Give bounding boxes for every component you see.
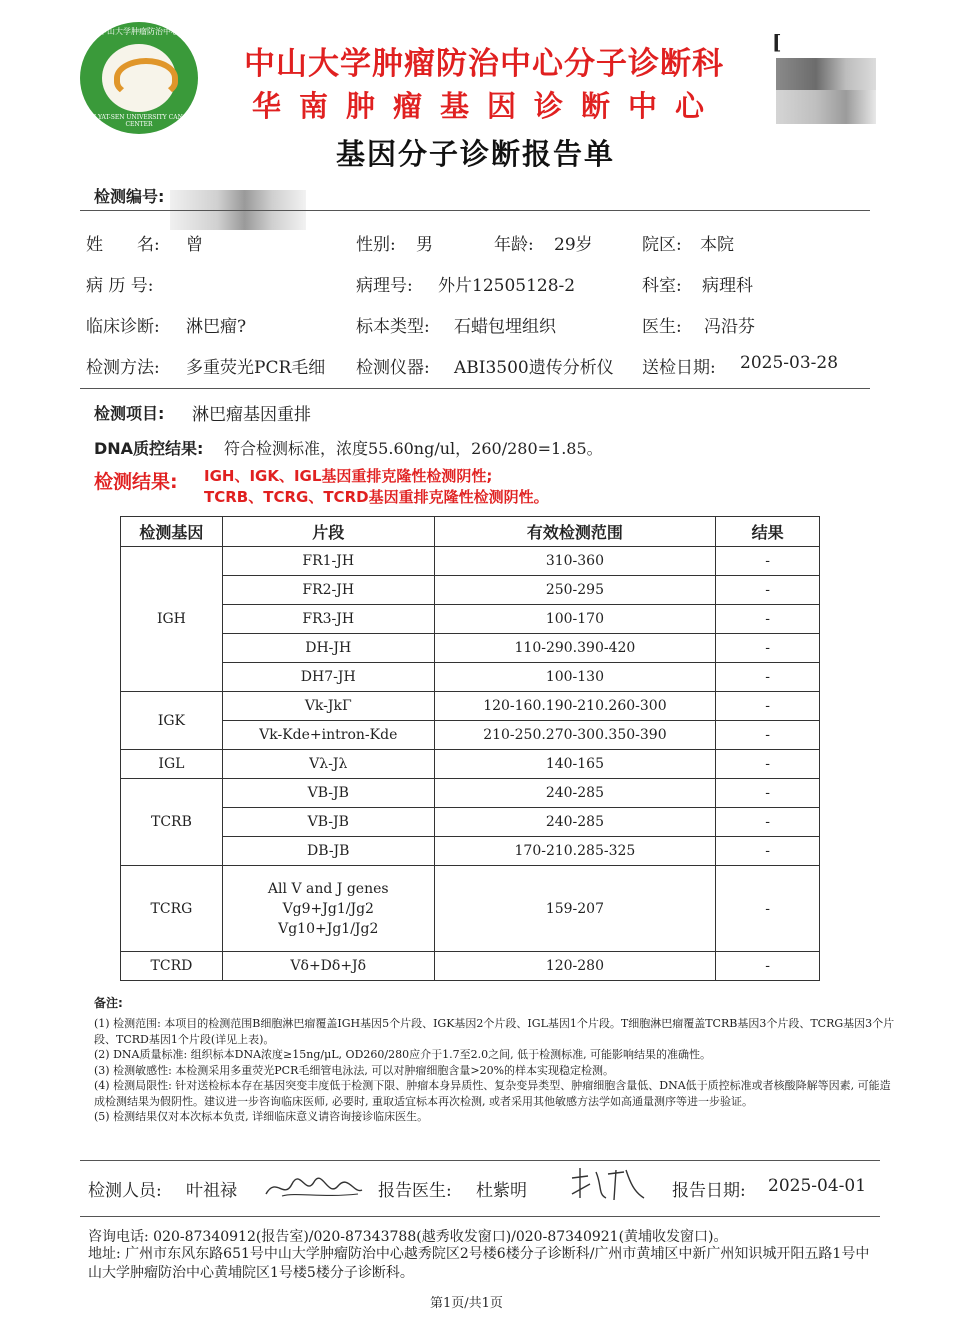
segment-cell: Vk-Kde+intron-Kde — [222, 721, 434, 750]
campus-label: 院区: — [642, 235, 682, 255]
submit-date-label: 送检日期: — [642, 358, 716, 378]
gene-cell: TCRG — [121, 866, 223, 952]
name-label: 姓 名: — [86, 235, 160, 255]
note-item: (5) 检测结果仅对本次标本负责, 详细临床意义请咨询接诊临床医生。 — [94, 1110, 429, 1123]
page-number: 第1页/共1页 — [430, 1296, 503, 1311]
range-cell: 100-170 — [434, 605, 716, 634]
table-row — [121, 750, 820, 779]
result-cell: - — [716, 663, 820, 692]
result-line-2: TCRB、TCRG、TCRD基因重排克隆性检测阴性。 — [204, 488, 549, 506]
range-cell: 170-210.285-325 — [434, 837, 716, 866]
table-row — [121, 721, 820, 750]
method-label: 检测方法: — [86, 358, 160, 378]
segment-cell: FR3-JH — [222, 605, 434, 634]
gene-cell: IGH — [121, 547, 223, 692]
result-cell: - — [716, 576, 820, 605]
corner-mark: [ — [772, 30, 782, 54]
result-cell: - — [716, 779, 820, 808]
reporter-label: 报告医生: — [378, 1181, 452, 1201]
diagnosis-value: 淋巴瘤? — [186, 317, 247, 337]
segment-cell: VB-JB — [222, 808, 434, 837]
table-row — [121, 866, 820, 952]
result-label: 检测结果: — [94, 471, 178, 493]
report-title: 基因分子诊断报告单 — [336, 137, 616, 171]
diagnosis-label: 临床诊断: — [86, 317, 160, 337]
table-row — [121, 808, 820, 837]
table-row — [121, 952, 820, 981]
gene-cell: IGK — [121, 692, 223, 750]
range-cell: 210-250.270-300.350-390 — [434, 721, 716, 750]
segment-cell-multiline — [222, 866, 434, 952]
divider-top — [80, 210, 870, 211]
gene-cell: TCRB — [121, 779, 223, 866]
dna-qc-value: 符合检测标准，浓度55.60ng/ul，260/280=1.85。 — [224, 439, 603, 458]
tester-name: 叶祖禄 — [186, 1181, 237, 1201]
header-segment: 片段 — [222, 517, 434, 547]
specimen-value: 石蜡包埋组织 — [454, 317, 556, 337]
gene-cell: IGL — [121, 750, 223, 779]
segment-cell: DB-JB — [222, 837, 434, 866]
table-row — [121, 547, 820, 576]
range-cell: 100-130 — [434, 663, 716, 692]
tester-signature — [262, 1172, 364, 1202]
note-item: (2) DNA质量标准: 组织标本DNA浓度≥15ng/μL, OD260/280应介于1.7至2.0之间, 低于检测标准, 可能影响结果的准确性。 — [94, 1048, 712, 1061]
note-item: (4) 检测局限性: 针对送检标本存在基因突变丰度低于检测下限、肿瘤本身异质性、复杂变异类型、肿瘤细胞含量低、DNA低于质控标准或者核酸降解等因素, 可能造成检测结果为假阴性。建议进一步咨询临床医师, 必要时, 重取适宜标本再次检测, 或者采用其他敏感方法学如高通量测序等进一步验证。 — [94, 1079, 891, 1108]
header-gene: 检测基因 — [121, 517, 223, 547]
divider-sign-top — [80, 1160, 880, 1161]
contact-info: 咨询电话: 020-87340912(报告室)/020-87343788(越秀收发窗口)/020-87340921(黄埔收发窗口)。 — [88, 1229, 728, 1245]
table-row — [121, 779, 820, 808]
notes-list — [94, 1016, 900, 1125]
address-info: 地址: 广州市东风东路651号中山大学肿瘤防治中心越秀院区2号楼6楼分子诊断科/广州市黄埔区中新广州知识城开阳五路1号中山大学肿瘤防治中心黄埔院区1号楼5楼分子诊断科。 — [88, 1246, 870, 1281]
range-cell: 250-295 — [434, 576, 716, 605]
segment-cell: FR2-JH — [222, 576, 434, 605]
result-line-1: IGH、IGK、IGL基因重排克隆性检测阴性; — [204, 467, 493, 485]
logo-text-top: 中山大学肿瘤防治中心 — [99, 27, 179, 36]
table-header-row — [121, 517, 820, 547]
specimen-label: 标本类型: — [356, 317, 430, 337]
notes-title: 备注: — [94, 996, 123, 1010]
result-cell: - — [716, 605, 820, 634]
method-value: 多重荧光PCR毛细 — [186, 358, 326, 378]
result-cell: - — [716, 837, 820, 866]
gene-cell: TCRD — [121, 952, 223, 981]
segment-cell: Vk-JkΓ — [222, 692, 434, 721]
divider-footer — [80, 1216, 880, 1217]
note-item: (1) 检测范围: 本项目的检测范围B细胞淋巴瘤覆盖IGH基因5个片段、IGK基因2个片段、IGL基因1个片段。T细胞淋巴瘤覆盖TCRB基因3个片段、TCRG基因3个片段、TCRD基因1个片段(详见上表)。 — [94, 1017, 895, 1046]
age-label: 年龄: — [494, 235, 534, 255]
table-row — [121, 837, 820, 866]
segment-cell: VB-JB — [222, 779, 434, 808]
tester-label: 检测人员: — [88, 1181, 162, 1201]
segment-cell: FR1-JH — [222, 547, 434, 576]
header-result: 结果 — [716, 517, 820, 547]
center-title: 华南肿瘤基因诊断中心 — [252, 89, 723, 123]
doctor-value: 冯沿芬 — [704, 317, 755, 337]
segment-cell: Vδ+Dδ+Jδ — [222, 952, 434, 981]
submit-date-value: 2025-03-28 — [740, 353, 839, 373]
test-item-value: 淋巴瘤基因重排 — [192, 405, 311, 425]
table-row — [121, 605, 820, 634]
segment-cell: DH-JH — [222, 634, 434, 663]
table-row — [121, 576, 820, 605]
pathology-label: 病理号: — [356, 276, 413, 296]
doctor-label: 医生: — [642, 317, 682, 337]
table-row — [121, 663, 820, 692]
reporter-name: 杜紫明 — [476, 1181, 527, 1201]
report-date-label: 报告日期: — [672, 1181, 746, 1201]
segment-line: All V and J genes — [267, 880, 389, 897]
range-cell: 240-285 — [434, 808, 716, 837]
campus-value: 本院 — [700, 235, 734, 255]
divider-info — [80, 388, 870, 389]
segment-cell: DH7-JH — [222, 663, 434, 692]
result-cell: - — [716, 952, 820, 981]
record-label: 病 历 号: — [86, 276, 154, 296]
result-cell: - — [716, 721, 820, 750]
range-cell: 159-207 — [434, 866, 716, 952]
test-item-label: 检测项目: — [94, 404, 165, 423]
sex-label: 性别: — [356, 235, 396, 255]
report-no-label: 检测编号: — [94, 187, 165, 206]
result-cell: - — [716, 866, 820, 952]
name-value: 曾 — [186, 235, 203, 255]
range-cell: 120-160.190-210.260-300 — [434, 692, 716, 721]
range-cell: 120-280 — [434, 952, 716, 981]
report-date-value: 2025-04-01 — [768, 1176, 867, 1196]
segment-cell: Vλ-Jλ — [222, 750, 434, 779]
instrument-label: 检测仪器: — [356, 358, 430, 378]
dept-value: 病理科 — [702, 276, 753, 296]
instrument-value: ABI3500遗传分析仪 — [454, 358, 614, 378]
result-cell: - — [716, 547, 820, 576]
range-cell: 140-165 — [434, 750, 716, 779]
age-value: 29岁 — [554, 235, 593, 255]
result-cell: - — [716, 808, 820, 837]
pathology-value: 外片12505128-2 — [438, 276, 576, 296]
redacted-qr-code-lower — [776, 90, 876, 124]
sex-value: 男 — [416, 235, 433, 255]
range-cell: 110-290.390-420 — [434, 634, 716, 663]
range-cell: 310-360 — [434, 547, 716, 576]
dna-qc-label: DNA质控结果: — [94, 439, 204, 458]
dept-label: 科室: — [642, 276, 682, 296]
logo-emblem — [102, 44, 176, 112]
hospital-logo — [80, 22, 198, 134]
result-cell: - — [716, 750, 820, 779]
institution-title: 中山大学肿瘤防治中心分子诊断科 — [244, 46, 724, 82]
gene-rearrangement-table — [120, 516, 820, 981]
result-cell: - — [716, 634, 820, 663]
note-item: (3) 检测敏感性: 本检测采用多重荧光PCR毛细管电泳法, 可以对肿瘤细胞含量>20%的样本实现稳定检测。 — [94, 1063, 615, 1077]
result-cell: - — [716, 692, 820, 721]
segment-line: Vg10+Jg1/Jg2 — [278, 920, 379, 937]
table-row — [121, 634, 820, 663]
range-cell: 240-285 — [434, 779, 716, 808]
table-row — [121, 692, 820, 721]
reporter-signature — [568, 1164, 648, 1204]
segment-line: Vg9+Jg1/Jg2 — [282, 900, 374, 917]
logo-text-bottom: SUN YAT-SEN UNIVERSITY CANCER CENTER — [81, 114, 197, 128]
header-range: 有效检测范围 — [434, 517, 716, 547]
